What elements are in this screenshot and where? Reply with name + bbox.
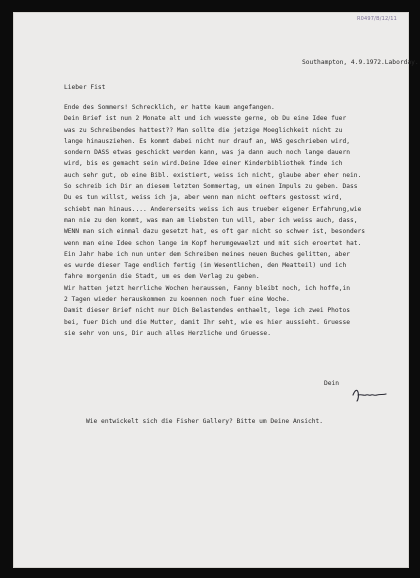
body-line: lange hinausziehen. Es kommt dabei nicht nur drauf an, WAS geschrieben wird, (64, 137, 350, 145)
salutation: Lieber Fist (64, 84, 106, 91)
archive-reference: R0497/B/12/11 (356, 16, 397, 22)
handwritten-signature (350, 386, 388, 404)
body-line: bei, fuer Dich und die Mutter, damit Ihr seht, wie es hier aussieht. Gruesse (64, 318, 350, 326)
body-line: wenn man eine Idee schon lange im Kopf herumgewaelzt und mit sich eroertet hat. (64, 239, 362, 247)
body-line: 2 Tagen wieder herauskommen zu koennen noch fuer eine Woche. (64, 296, 290, 304)
body-line: Dein Brief ist nun 2 Monate alt und ich wuesste gerne, ob Du eine Idee fuer (64, 115, 347, 123)
body-line: Wir hatten jetzt herrliche Wochen heraussen, Fanny bleibt noch, ich hoffe,in (64, 284, 350, 292)
body-line: So schreib ich Dir an diesem letzten Sommertag, um einen Impuls zu geben. Dass (64, 183, 358, 191)
body-line: WENN man sich einmal dazu gesetzt hat, es oft gar nicht so schwer ist, besonders (64, 228, 366, 236)
body-line: auch sehr gut, ob eine Bibl. existiert, weiss ich nicht, glaube aber eher nein. (64, 171, 362, 179)
body-line: fahre morgenin die Stadt, um es dem Verlag zu geben. (64, 273, 260, 281)
body-line: Du es tun willst, weiss ich ja, aber wenn man nicht oefters gestosst wird, (64, 194, 343, 202)
body-line: man nie zu den kommt, was man am liebsten tun will, aber ich weiss auch, dass, (64, 216, 358, 224)
body-line: was zu Schreibendes hattest?? Man sollte die jetzige Moeglichkeit nicht zu (64, 126, 343, 134)
body-line: Damit dieser Brief nicht nur Dich Belastendes enthaelt, lege ich zwei Photos (64, 307, 350, 315)
postscript: Wie entwickelt sich die Fisher Gallery? Bitte um Deine Ansicht. (86, 418, 324, 425)
place-date: Southampton, 4.9.1972.Laborday. (302, 59, 419, 66)
body-line: es wurde dieser Tage endlich fertig (im Wesentlichen, den Meatteil) und ich (64, 262, 347, 270)
body-line: Ende des Sommers! Schrecklich, er hatte kaum angefangen. (64, 104, 275, 111)
body-line: sie sehr von uns, Dir auch alles Herzliche und Gruesse. (64, 329, 271, 337)
letter-body (64, 102, 365, 339)
body-line: sondern DASS etwas geschickt werden kann, was ja dann auch noch lange dauern (64, 149, 350, 157)
body-line: schiebt man hinaus.... Andererseits weiss ich aus trueber eigener Erfahrung,wie (64, 205, 362, 213)
letter-page (13, 12, 419, 568)
closing: Dein (324, 380, 340, 387)
body-line: Ein Jahr habe ich nun unter dem Schreiben meines neuen Buches gelitten, aber (64, 250, 350, 258)
body-line: wird, bis es gemacht sein wird.Deine Idee einer Kinderbibliothek finde ich (64, 160, 343, 168)
